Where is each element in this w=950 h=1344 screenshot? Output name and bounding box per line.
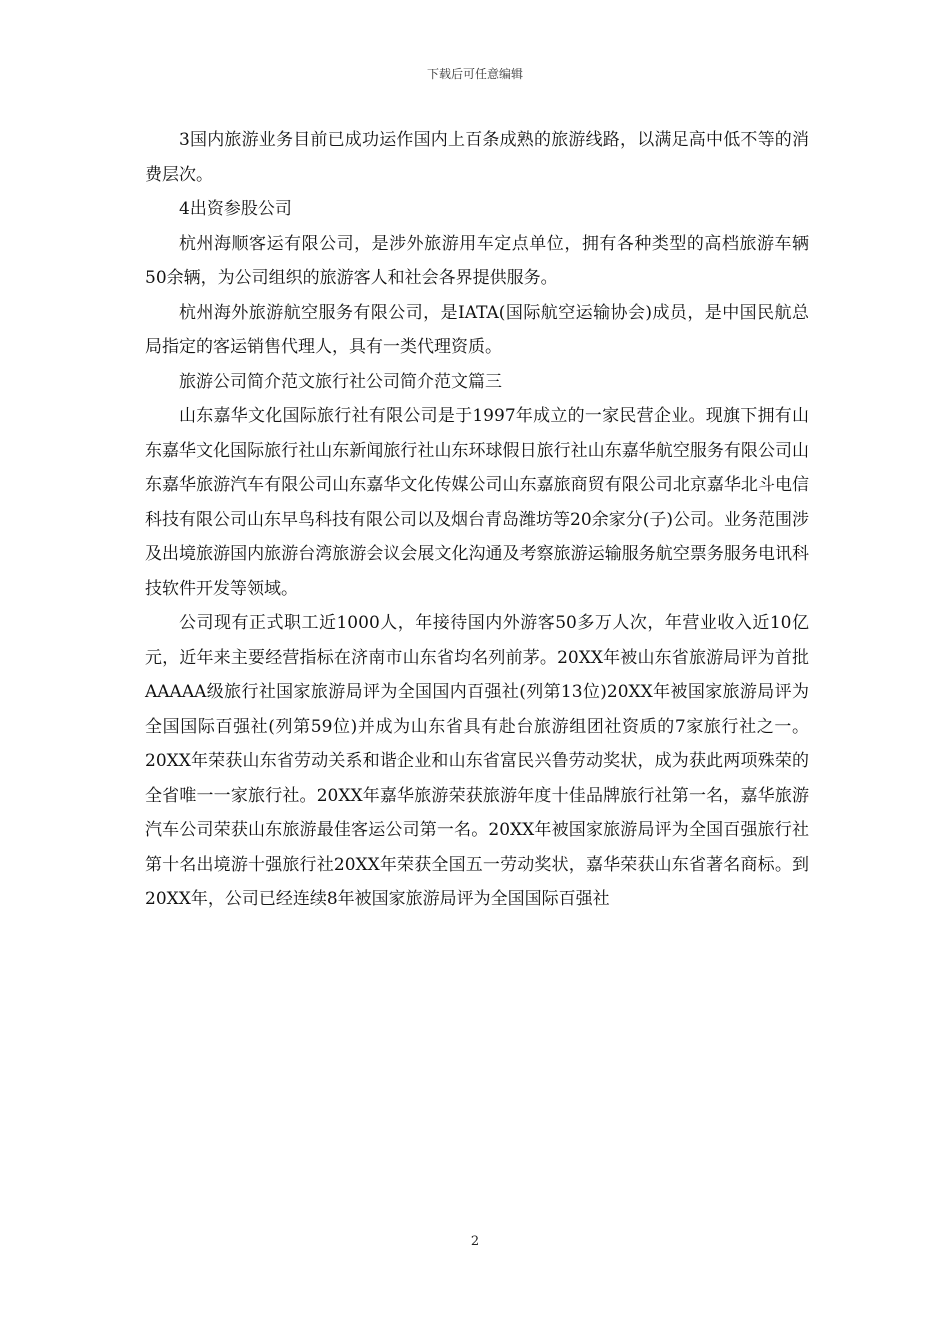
paragraph-haishun-transport: 杭州海顺客运有限公司，是涉外旅游用车定点单位，拥有各种类型的高档旅游车辆50余辆，为公司组织的旅游客人和社会各界提供服务。 (145, 233, 809, 288)
paragraph-domestic-tourism: 3国内旅游业务目前已成功运作国内上百条成熟的旅游线路，以满足高中低不等的消费层次。 (145, 130, 809, 185)
section-title-part-three: 旅游公司简介范文旅行社公司简介范文篇三 (179, 371, 502, 392)
paragraph-investment-heading: 4出资参股公司 (179, 199, 292, 219)
paragraph-jiahua-intro: 山东嘉华文化国际旅行社有限公司是于1997年成立的一家民营企业。现旗下拥有山东嘉华文化国际旅行社山东新闻旅行社山东环球假日旅行社山东嘉华航空服务有限公司山东嘉华旅游汽车有限公司山东嘉华文化传媒公司山东嘉旅商贸有限公司北京嘉华北斗电信科技有限公司山东早鸟科技有限公司以及烟台青岛潍坊等20余家分(子)公司。业务范围涉及出境旅游国内旅游台湾旅游会议会展文化沟通及考察旅游运输服务航空票务服务电讯科技软件开发等领域。 (145, 406, 809, 599)
paragraph-jiahua-achievements: 公司现有正式职工近1000人，年接待国内外游客50多万人次，年营业收入近10亿元，近年来主要经营指标在济南市山东省均名列前茅。20XX年被山东省旅游局评为首批AAAAA级旅行社国家旅游局评为全国国内百强社(列第13位)20XX年被国家旅游局评为全国国际百强社(列第59位)并成为山东省具有赴台旅游组团社资质的7家旅行社之一。20XX年荣获山东省劳动关系和谐企业和山东省富民兴鲁劳动奖状，成为获此两项殊荣的全省唯一一家旅行社。20XX年嘉华旅游荣获旅游年度十佳品牌旅行社第一名，嘉华旅游汽车公司荣获山东旅游最佳客运公司第一名。20XX年被国家旅游局评为全国百强旅行社第十名出境游十强旅行社20XX年荣获全国五一劳动奖状，嘉华荣获山东省著名商标。到20XX年，公司已经连续8年被国家旅游局评为全国国际百强社 (145, 613, 809, 909)
page-header: 下载后可任意编辑 (426, 67, 523, 81)
document-body (145, 123, 809, 917)
page-number: 2 (470, 1234, 480, 1249)
paragraph-overseas-aviation: 杭州海外旅游航空服务有限公司，是IATA(国际航空运输协会)成员，是中国民航总局指定的客运销售代理人，具有一类代理资质。 (145, 302, 809, 357)
